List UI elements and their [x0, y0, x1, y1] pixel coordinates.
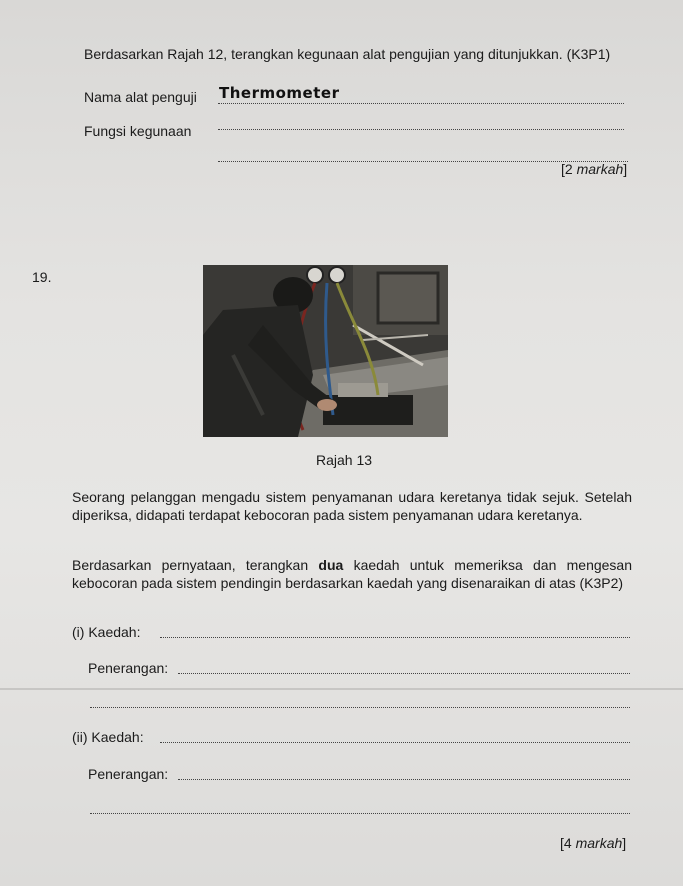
method-2-answer-line: [160, 742, 630, 743]
method-2-label: (ii) Kaedah:: [72, 729, 144, 745]
mechanic-car-photo: [203, 265, 448, 437]
q18-instruction: Berdasarkan Rajah 12, terangkan kegunaan alat pengujian yang ditunjukkan. (K3P1): [84, 46, 611, 62]
function-answer-line-1: [218, 129, 624, 130]
task-text: Berdasarkan pernyataan, terangkan dua kaedah untuk memeriksa dan mengesan kebocoran pada sistem pendingin berdasarkan kaedah yang disenaraikan di atas (K3P2): [72, 557, 633, 591]
figure-photo-mechanic: [203, 265, 448, 437]
tool-name-label: Nama alat penguji: [84, 89, 197, 105]
function-label: Fungsi kegunaan: [84, 123, 192, 139]
explanation-1-answer-line-2: [90, 707, 630, 708]
q18-marks: [2 markah]: [561, 161, 628, 177]
scenario-text: Seorang pelanggan mengadu sistem penyamanan udara keretanya tidak sejuk. Setelah diperiksa, didapati terdapat kebocoran pada sistem penyamanan udara keretanya.: [72, 489, 632, 523]
figure-caption: Rajah 13: [316, 452, 373, 468]
explanation-2-answer-line-2: [90, 813, 630, 814]
tool-name-answer: Thermometer: [219, 84, 340, 102]
method-1-answer-line: [160, 637, 630, 638]
q19-marks: [4 markah]: [560, 835, 627, 851]
explanation-2-answer-line-1: [178, 779, 630, 780]
explanation-1-answer-line-1: [178, 673, 630, 674]
page-fold-shadow: [0, 688, 683, 690]
question-number: 19.: [32, 269, 52, 285]
explanation-2-label: Penerangan:: [88, 766, 169, 782]
explanation-1-label: Penerangan:: [88, 660, 169, 676]
tool-name-answer-line: [218, 103, 624, 104]
method-1-label: (i) Kaedah:: [72, 624, 141, 640]
